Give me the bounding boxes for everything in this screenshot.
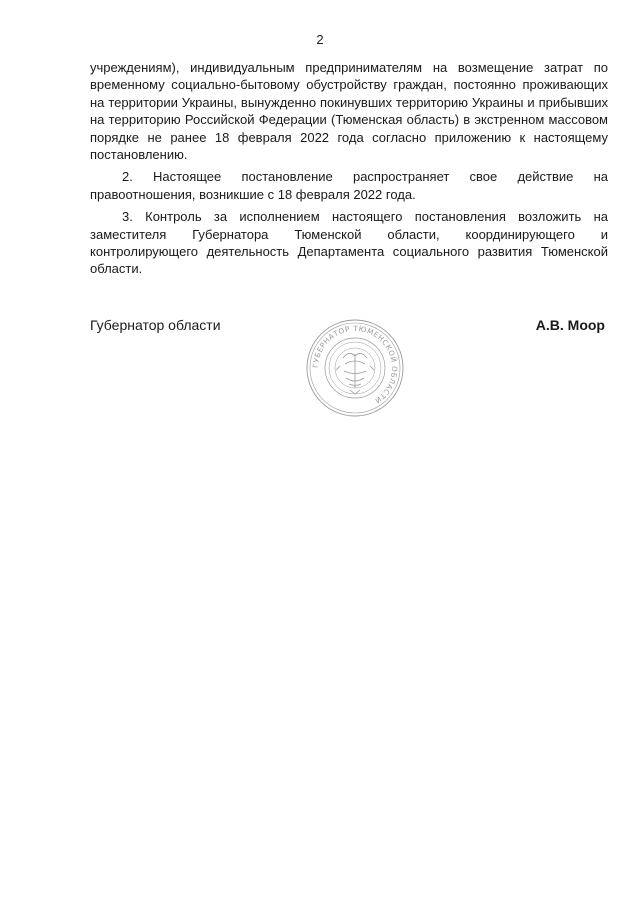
official-seal-stamp [300, 318, 410, 418]
paragraph-continuation: учреждениям), индивидуальным предпринимателям на возмещение затрат по временному социально-бытовому обустройству граждан, постоянно проживающих на территории Украины, вынужденно покинувших территорию Украины и прибывших на территорию Российской Федерации (Тюменская область) в экстренном массовом порядке не ранее 18 февраля 2022 года согласно приложению к настоящему постановлению. [90, 60, 608, 163]
document-body [90, 59, 608, 278]
signer-title: Губернатор области [90, 317, 221, 333]
page-number: 2 [316, 32, 324, 47]
paragraph-item-2: 2. Настоящее постановление распространяет свое действие на правоотношения, возникшие с 18 февраля 2022 года. [90, 169, 608, 202]
paragraph-item-3: 3. Контроль за исполнением настоящего постановления возложить на заместителя Губернатора Тюменской области, координирующего и контролирующего деятельность Департамента социального развития Тюменской области. [90, 209, 608, 277]
seal-ring-text: ГУБЕРНАТОР ТЮМЕНСКОЙ ОБЛАСТИ [310, 323, 400, 406]
signer-name: А.В. Моор [535, 317, 605, 333]
